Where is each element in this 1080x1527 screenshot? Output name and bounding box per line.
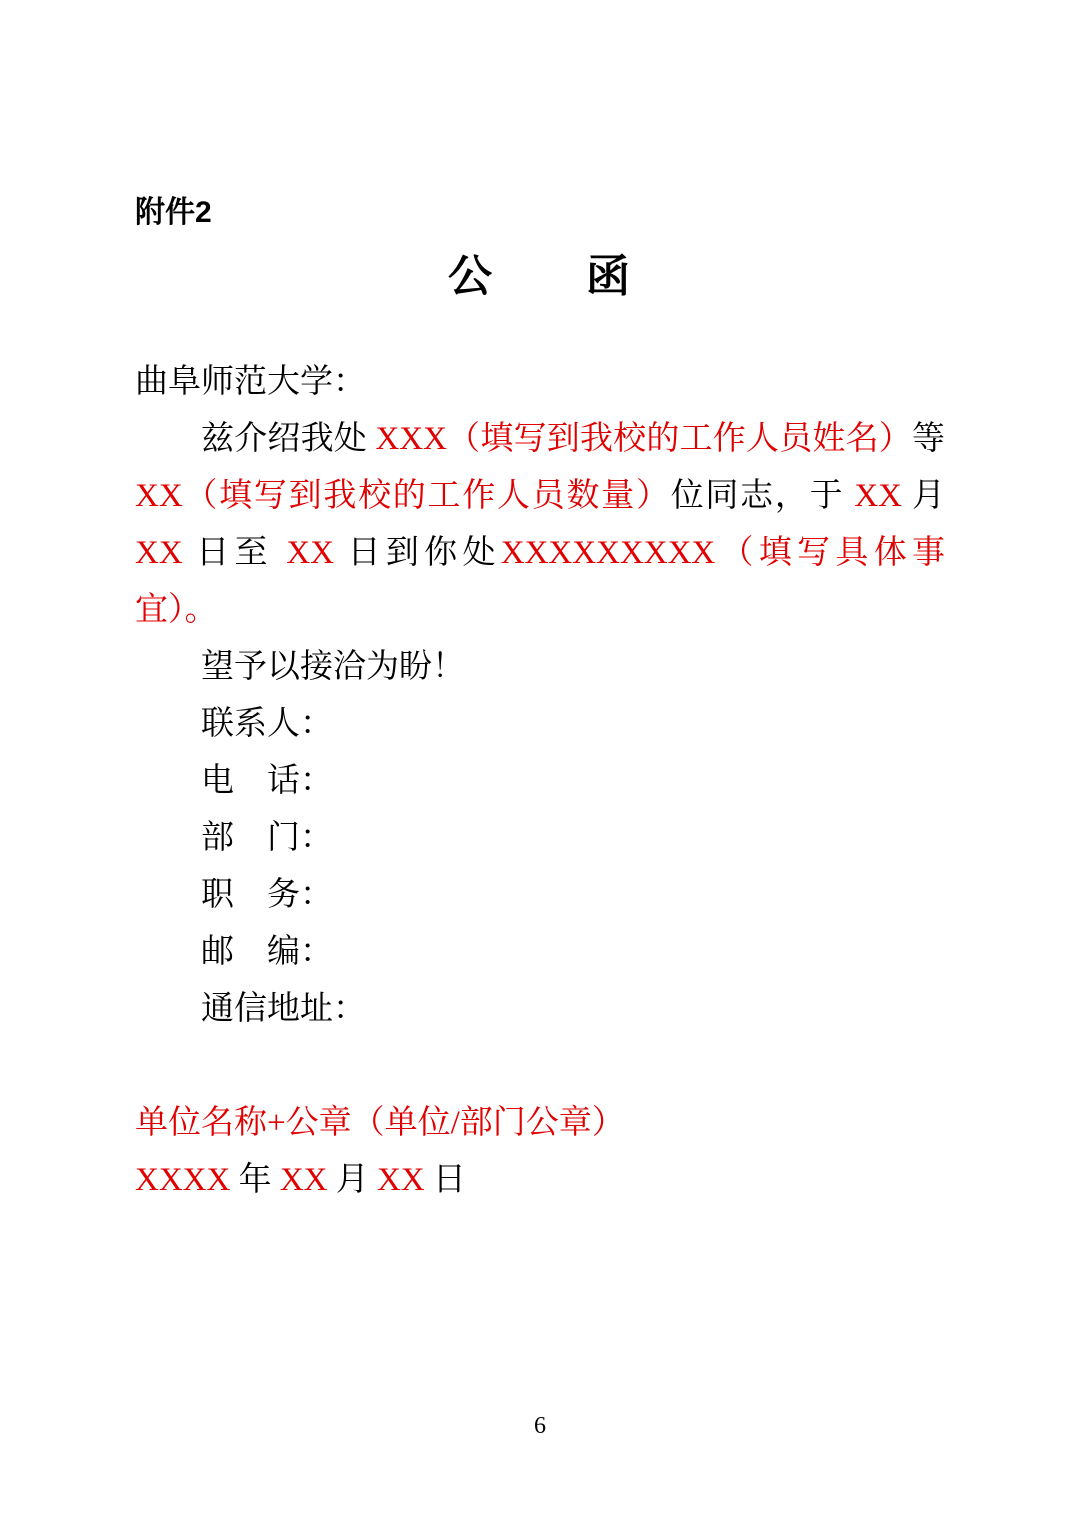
attachment-label: 附件2 [135, 196, 212, 229]
text-segment-red: XX [279, 1162, 328, 1198]
text-segment-black: 日到你处 [334, 535, 501, 571]
text-segment-red: XX [854, 478, 903, 514]
text-segment-black: 月 [902, 478, 945, 514]
intro-paragraph [135, 411, 945, 639]
signature-unit-line: 单位名称+公章（单位/部门公章） [135, 1105, 625, 1141]
contact-field-address: 通信地址： [201, 991, 366, 1027]
hope-line: 望予以接洽为盼！ [201, 649, 465, 685]
contact-field-position: 职 务： [201, 877, 333, 913]
text-segment-red: XX [377, 1162, 425, 1198]
contact-field-postcode: 邮 编： [201, 934, 333, 970]
contact-field-department: 部 门： [201, 820, 333, 856]
text-segment-black: 位同志，于 [670, 478, 855, 514]
text-segment-red: XXX（填写到我校的工作人员姓名） [375, 421, 912, 457]
contact-field-phone: 电 话： [201, 763, 333, 799]
text-segment-black: 日至 [182, 535, 287, 571]
text-segment-red: XXXX [135, 1162, 231, 1198]
text-segment-red: XX（填写到我校的工作人员数量） [135, 478, 671, 514]
letter-body [135, 354, 945, 1209]
text-segment-red: XX [286, 535, 335, 571]
text-segment-red: XXXXXXXXX（填写具体事宜）。 [135, 535, 946, 628]
text-segment-black: 年 [230, 1162, 280, 1198]
contact-field-person: 联系人： [201, 706, 333, 742]
text-segment-red: XX [135, 535, 183, 571]
document-title: 公 函 [448, 252, 632, 301]
salutation-line: 曲阜师范大学： [135, 364, 366, 400]
text-segment-black: 日 [424, 1162, 466, 1198]
text-segment-black: 等 [912, 421, 945, 457]
text-segment-black: 月 [327, 1162, 377, 1198]
signature-date-line [135, 1152, 945, 1209]
text-segment-black: 兹介绍我处 [201, 421, 376, 457]
signature-block [135, 1095, 945, 1209]
page-number: 6 [534, 1413, 546, 1439]
